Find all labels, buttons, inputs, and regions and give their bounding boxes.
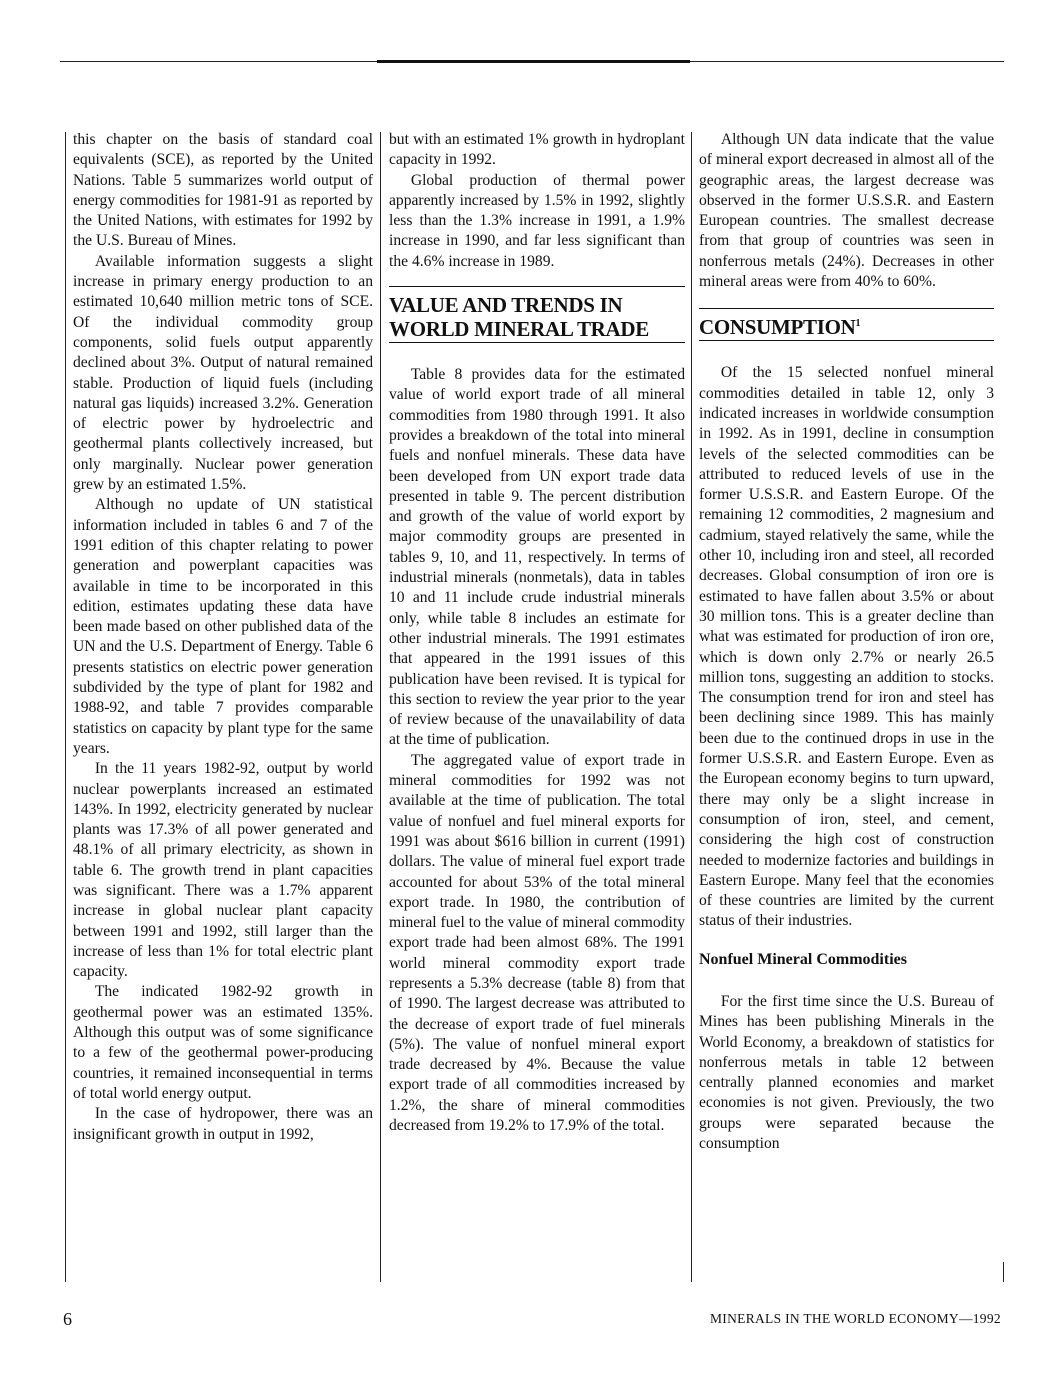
section-heading-consumption — [699, 308, 994, 341]
heading-line-2: WORLD MINERAL TRADE — [389, 317, 649, 342]
text-column-3 — [699, 130, 994, 1154]
paragraph: Although UN data indicate that the value of mineral export decreased in almost all of the geographic areas, the largest decrease was observed in the former U.S.S.R. and Eastern European countries. The smallest decrease from that group of countries was seen in nonferrous metals (24%). Decreases in other mineral areas were from 40% to 60%. — [699, 131, 994, 291]
text-column-2 — [389, 130, 685, 1136]
paragraph: For the first time since the U.S. Bureau of Mines has been publishing Minerals in the World Economy, a breakdown of statistics for nonferrous metals in table 12 between centrally planned economies and market economies is not given. Previously, the two groups were separated because the consumption — [699, 992, 994, 1153]
section-heading-value-trends — [389, 286, 685, 343]
paragraph: Available information suggests a slight increase in primary energy production to an estimated 10,640 million metric tons of SCE. Of the individual commodity group components, solid fuels output apparently declined about 3%. Output of natural remained stable. Production of liquid fuels (including natural gas liquids) increased 3.2%. Generation of electric power by hydroelectric and geothermal plants collectively increased, but only marginally. Nuclear power generation grew by an estimated 1.5%. — [73, 252, 373, 494]
paragraph: Although no update of UN statistical information included in tables 6 and 7 of the 1991 edition of this chapter relating to power generation and powerplant capacities was available in time to be incorporated in this edition, estimates updating these data have been made based on other published data of the UN and the U.S. Department of Energy. Table 6 presents statistics on electric power generation subdivided by the type of plant for 1982 and 1988-92, and table 7 provides comparable statistics on capacity by plant type for the same years. — [73, 496, 373, 757]
section-heading-text — [699, 315, 994, 339]
paragraph: The aggregated value of export trade in mineral commodities for 1992 was not available at the time of publication. The total value of nonfuel and fuel mineral exports for 1991 was about $616 billion in current (1991) dollars. The value of mineral fuel export trade accounted for about 53% of the total mineral export trade. In 1980, the contribution of mineral fuel to the value of mineral commodity export trade had been almost 68%. The 1991 world mineral commodity export trade represents a 5.3% decrease (table 8) from that of 1990. The largest decrease was attributed to the decrease of export trade of fuel minerals (5%). The value of nonfuel mineral export trade decreased by 4%. Because the value export trade of all commodities increased by 1.2%, the share of mineral commodities decreased from 19.2% to 17.9% of the total. — [389, 751, 685, 1135]
paragraph: In the case of hydropower, there was an insignificant growth in output in 1992, — [73, 1105, 373, 1143]
column-divider-left — [65, 132, 66, 1282]
heading-consumption: CONSUMPTION — [699, 315, 856, 340]
page-number: 6 — [63, 1309, 72, 1329]
paragraph: but with an estimated 1% growth in hydroplant capacity in 1992. — [389, 131, 685, 169]
running-footer-title: MINERALS IN THE WORLD ECONOMY—1992 — [710, 1311, 1001, 1326]
footnote-marker: 1 — [855, 318, 861, 330]
section-heading-text — [389, 293, 685, 341]
subheading-nonfuel: Nonfuel Mineral Commodities — [699, 950, 907, 968]
column-divider-1 — [380, 132, 381, 1282]
paragraph: Table 8 provides data for the estimated value of world export trade of all mineral commodities from 1980 through 1991. It also provides a breakdown of the total into mineral fuels and nonfuel minerals. These data have been developed from UN export trade data presented in table 9. The percent distribution and growth of the value of world export by major commodity groups are presented in tables 9, 10, and 11, respectively. In terms of industrial minerals (nonmetals), data in tables 10 and 11 include crude industrial minerals only, while table 8 includes an estimate for other industrial minerals. The 1991 estimates that appeared in the 1991 issues of this publication have been revised. It is typical for this section to review the year prior to the year of review because of the unavailability of data at the time of publication. — [389, 366, 685, 749]
text-column-1 — [73, 130, 373, 1145]
paragraph: Of the 15 selected nonfuel mineral commodities detailed in table 12, only 3 indicated increases in worldwide consumption in 1992. As in 1991, decline in consumption levels of the selected commodities can be attributed to reduced levels of use in the former U.S.S.R. and Eastern Europe. Of the remaining 12 commodities, 2 magnesium and cadmium, stayed relatively the same, while the other 10, including iron and steel, all recorded decreases. Global consumption of iron ore is estimated to have fallen about 3.5% or about 30 million tons. This is a greater decline than what was estimated for production of iron ore, which is down only 2.7% or nearly 26.5 million tons, suggesting an addition to stocks. The consumption trend for iron and steel has been declining since 1989. This has mainly been due to the continued drops in use in the former U.S.S.R. and Eastern Europe. Even as the European economy begins to turn upward, there may only be a slight increase in consumption of iron, steel, and cement, considering the high cost of construction needed to modernize factories and buildings in Eastern Europe. Many feel that the economies of these countries are limited by the current status of their industries. — [699, 364, 994, 930]
column-divider-right — [1003, 1262, 1004, 1282]
paragraph: this chapter on the basis of standard coal equivalents (SCE), as reported by the United Nations. Table 5 summarizes world output of energy commodities for 1981-91 as reported by the United Nations, with estimates for 1992 by the U.S. Bureau of Mines. — [73, 131, 373, 250]
column-divider-2 — [691, 132, 692, 1282]
paragraph: In the 11 years 1982-92, output by world nuclear powerplants increased an estimated 143%. In 1992, electricity generated by nuclear plants was 17.3% of all power generated and 48.1% of all primary electricity, as shown in table 6. The growth trend in plant capacities was significant. There was a 1.7% apparent increase in global nuclear plant capacity between 1991 and 1992, still larger than the increase of less than 1% for total electric plant capacity. — [73, 760, 373, 981]
top-rule-accent — [377, 60, 690, 63]
heading-line-1: VALUE AND TRENDS IN — [389, 293, 623, 318]
paragraph: The indicated 1982-92 growth in geothermal power was an estimated 135%. Although this output was of some significance to a few of the geothermal power-producing countries, it remained inconsequential in terms of total world energy output. — [73, 983, 373, 1102]
paragraph: Global production of thermal power apparently increased by 1.5% in 1992, slightly less than the 1.3% increase in 1991, a 1.9% increase in 1990, and far less significant than the 4.6% increase in 1989. — [389, 171, 685, 270]
